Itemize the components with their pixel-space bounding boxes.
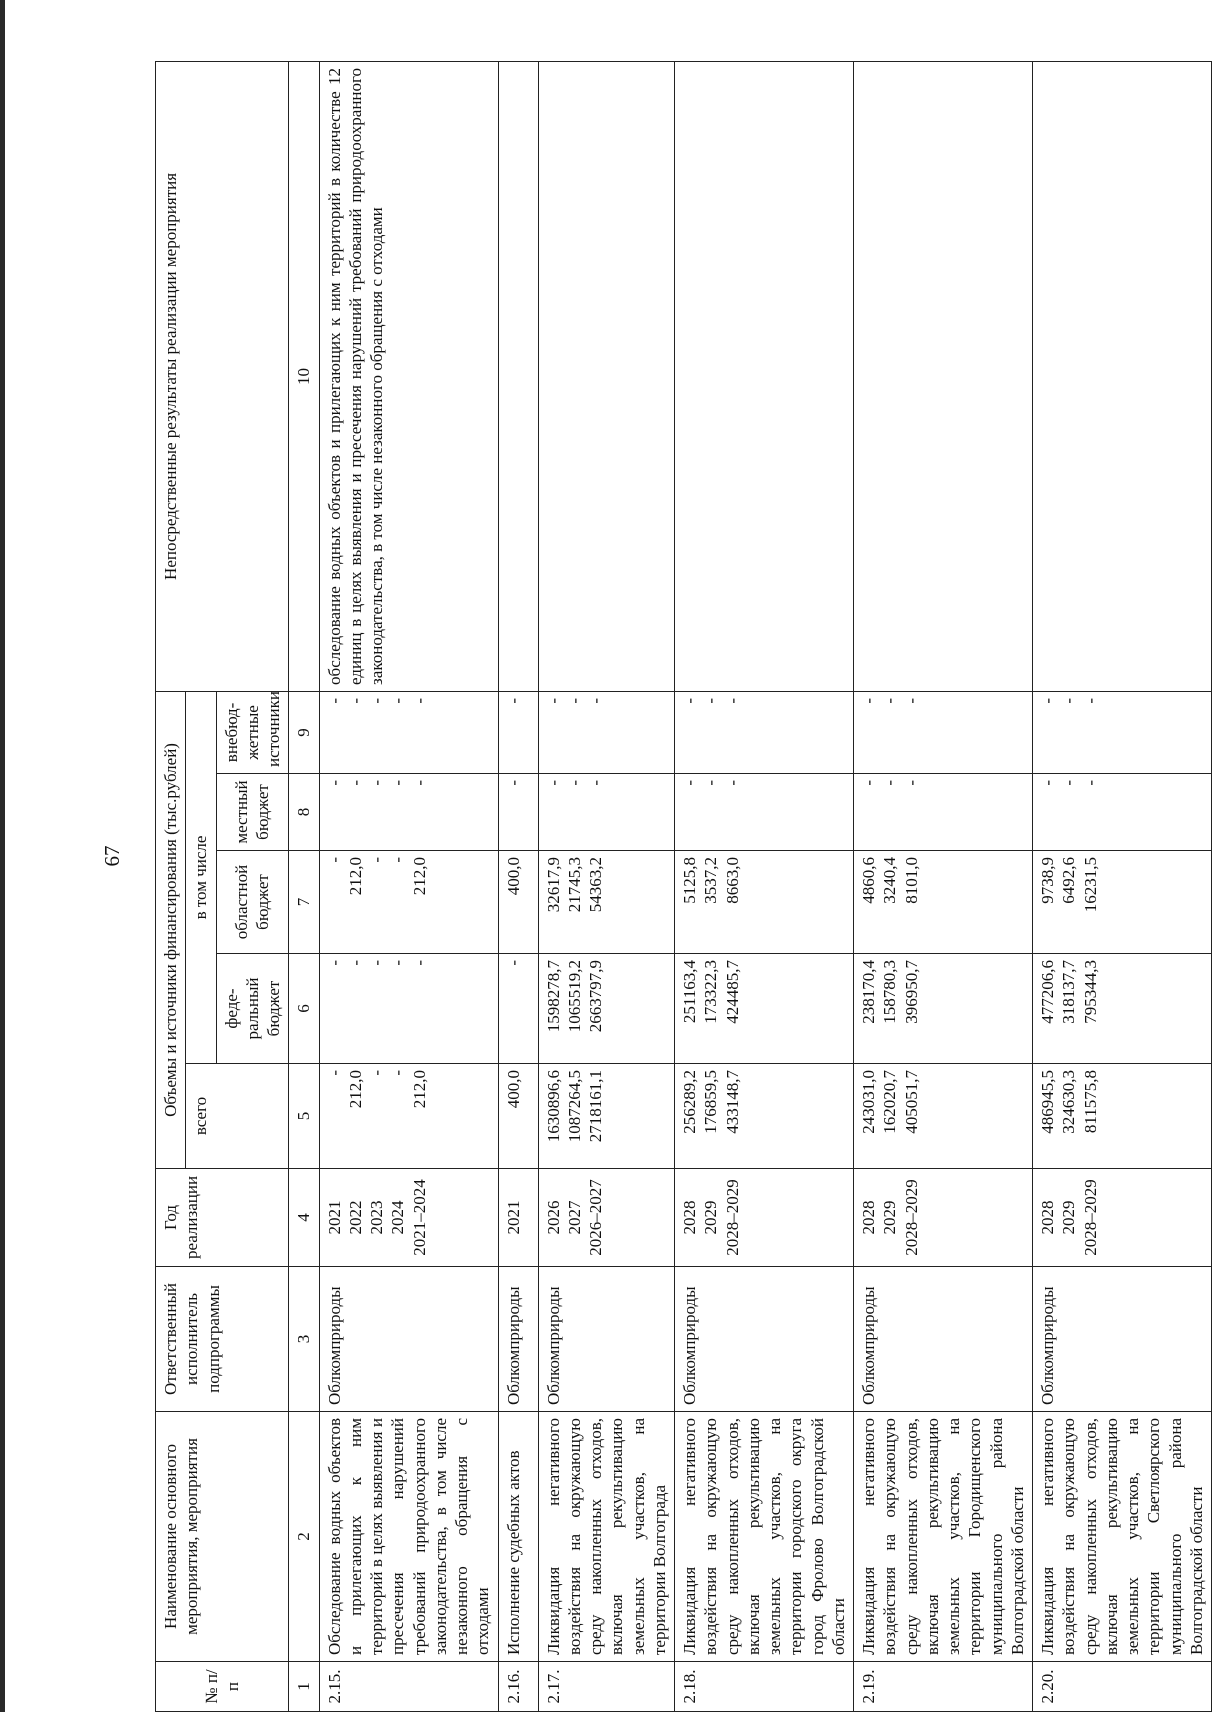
header-row-1 [156,61,186,1711]
executor: Облкомприроды [498,1267,538,1412]
federal-value: - - - - - [319,954,498,1064]
total-value: 256289,2 176859,5 433148,7 [675,1064,854,1169]
nonbudget-value: - - - [538,691,675,773]
local-value: - - - [854,774,1033,851]
header-regional: областной бюджет [216,851,289,954]
federal-value: 238170,4 158780,3 396950,7 [854,954,1033,1064]
measure-name: Ликвидация негативного воздействия на окружающую среду накопленных отходов, включая рекультивацию земельных участков, на территории Городищенского муниципального района Волгоградской области [854,1412,1033,1662]
table-row [319,61,498,1711]
measure-name: Ликвидация негативного воздействия на окружающую среду накопленных отходов, включая рекультивацию земельных участков, на территории Волгограда [538,1412,675,1662]
header-federal: феде- ральный бюджет [216,954,289,1064]
federal-value: 1598278,7 1065519,2 2663797,9 [538,954,675,1064]
result-text: обследование водных объектов и прилегающих к ним территорий в количестве 12 единиц в целях выявления и пресечения нарушений требований природоохранного законодательства, в том числе незаконного обращения с отходами [319,61,498,691]
header-num: № п/п [156,1662,289,1712]
federal-value: 251163,4 173322,3 424485,7 [675,954,854,1064]
scan-edge [0,0,5,1712]
total-value: 400,0 [498,1064,538,1169]
header-funding: Объемы и источники финансирования (тыс.рублей) [156,691,186,1168]
local-value: - - - - - [319,774,498,851]
executor: Облкомприроды [675,1267,854,1412]
col-index: 10 [289,61,319,691]
years: 2028 2029 2028–2029 [1033,1169,1212,1267]
measure-name: Обследование водных объектов и прилегающих к ним территорий в целях выявления и пресечения нарушений требований природоохранного законодательства, в том числе незаконного обращения с отходами [319,1412,498,1662]
col-index: 9 [289,691,319,773]
header-year: Год реализации [156,1169,289,1267]
regional-value: 4860,6 3240,4 8101,0 [854,851,1033,954]
table-row [675,61,854,1711]
result-text [1033,61,1212,691]
local-value: - - - [675,774,854,851]
result-text [675,61,854,691]
col-index: 7 [289,851,319,954]
col-index: 1 [289,1662,319,1712]
row-number: 2.19. [854,1662,1033,1712]
regional-value: 400,0 [498,851,538,954]
funding-table [155,61,1212,1712]
col-index: 2 [289,1412,319,1662]
table-row [538,61,675,1711]
measure-name: Ликвидация негативного воздействия на окружающую среду накопленных отходов, включая рекультивацию земельных участков, на территории Светлоярского муниципального района Волгоградской области [1033,1412,1212,1662]
years: 2028 2029 2028–2029 [854,1169,1033,1267]
total-value: - 212,0 - - 212,0 [319,1064,498,1169]
header-nonbudget: внебюд- жетные источники [216,691,289,773]
executor: Облкомприроды [1033,1267,1212,1412]
total-value: 486945,5 324630,3 811575,8 [1033,1064,1212,1169]
regional-value: 5125,8 3537,2 8663,0 [675,851,854,954]
header-name: Наименование основного мероприятия, мероприятия [156,1412,289,1662]
table-row [1033,61,1212,1711]
col-index: 4 [289,1169,319,1267]
executor: Облкомприроды [538,1267,675,1412]
nonbudget-value: - - - [675,691,854,773]
row-number: 2.20. [1033,1662,1212,1712]
total-value: 243031,0 162020,7 405051,7 [854,1064,1033,1169]
table-row [854,61,1033,1711]
years: 2021 [498,1169,538,1267]
federal-value: - [498,954,538,1064]
nonbudget-value: - - - [854,691,1033,773]
regional-value: 9738,9 6492,6 16231,5 [1033,851,1212,954]
local-value: - - - [1033,774,1212,851]
header-total: всего [186,1064,289,1169]
local-value: - [498,774,538,851]
col-index: 3 [289,1267,319,1412]
regional-value: 32617,9 21745,3 54363,2 [538,851,675,954]
col-index: 8 [289,774,319,851]
federal-value: 477206,6 318137,7 795344,3 [1033,954,1212,1064]
nonbudget-value: - - - [1033,691,1212,773]
row-number: 2.18. [675,1662,854,1712]
header-executor: Ответственный исполнитель подпрограммы [156,1267,289,1412]
header-local: местный бюджет [216,774,289,851]
years: 2028 2029 2028–2029 [675,1169,854,1267]
table-row [498,61,538,1711]
years: 2021 2022 2023 2024 2021–2024 [319,1169,498,1267]
years: 2026 2027 2026–2027 [538,1169,675,1267]
nonbudget-value: - - - - - [319,691,498,773]
header-in-that: в том числе [186,691,216,1063]
column-index-row [289,61,319,1711]
measure-name: Ликвидация негативного воздействия на окружающую среду накопленных отходов, включая рекультивацию земельных участков, на территории городского округа город Фролово Волгоградской области [675,1412,854,1662]
total-value: 1630896,6 1087264,5 2718161,1 [538,1064,675,1169]
result-text [854,61,1033,691]
nonbudget-value: - [498,691,538,773]
row-number: 2.17. [538,1662,675,1712]
executor: Облкомприроды [319,1267,498,1412]
rotated-table-wrapper [155,62,1206,1712]
row-number: 2.16. [498,1662,538,1712]
executor: Облкомприроды [854,1267,1033,1412]
page-number: 67 [100,845,124,867]
result-text [538,61,675,691]
measure-name: Исполнение судебных актов [498,1412,538,1662]
local-value: - - - [538,774,675,851]
regional-value: - 212,0 - - 212,0 [319,851,498,954]
col-index: 6 [289,954,319,1064]
header-results: Непосредственные результаты реализации мероприятия [156,61,289,691]
col-index: 5 [289,1064,319,1169]
row-number: 2.15. [319,1662,498,1712]
result-text [498,61,538,691]
